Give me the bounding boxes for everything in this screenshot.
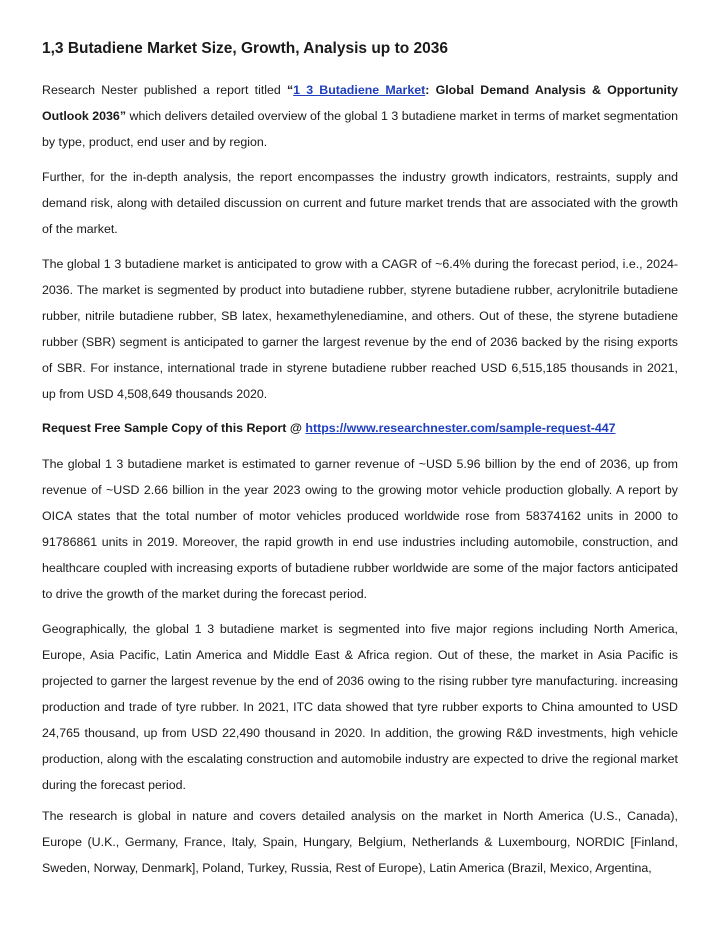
- sample-request-label: Request Free Sample Copy of this Report @: [42, 421, 306, 435]
- revenue-paragraph: The global 1 3 butadiene market is estimated to garner revenue of ~USD 5.96 billion by the end of 2036, up from revenue of ~USD 2.66 billion in the year 2023 owing to the growing motor vehicle production globally. A report by OICA states that the total number of motor vehicles produced worldwide rose from 58374162 units in 2000 to 91786861 units in 2019. Moreover, the rapid growth in end use industries including automobile, construction, and healthcare coupled with increasing exports of butadiene rubber worldwide are some of the major factors anticipated to drive the growth of the market during the forecast period.: [42, 457, 678, 601]
- report-title-link[interactable]: 1 3 Butadiene Market: [293, 83, 426, 97]
- cagr-paragraph: The global 1 3 butadiene market is anticipated to grow with a CAGR of ~6.4% during the forecast period, i.e., 2024-2036. The market is segmented by product into butadiene rubber, styrene butadiene rubber, acrylonitrile butadiene rubber, nitrile butadiene rubber, SB latex, hexamethylenediamine, and others. Out of these, the styrene butadiene rubber (SBR) segment is anticipated to garner the largest revenue by the end of 2036 backed by the rising exports of SBR. For instance, international trade in styrene butadiene rubber reached USD 6,515,185 thousands in 2021, up from USD 4,508,649 thousands 2020.: [42, 257, 678, 401]
- report-title-tail: : Global Demand Analysis & Opportunity Outlook 2036”: [42, 83, 678, 123]
- sample-request-line: [42, 415, 678, 441]
- intro-rest: which delivers detailed overview of the global 1 3 butadiene market in terms of market segmentation by type, product, end user and by region.: [42, 109, 678, 149]
- intro-paragraph: [42, 77, 678, 155]
- sample-request-link[interactable]: https://www.researchnester.com/sample-request-447: [305, 421, 616, 435]
- report-title-open-quote: “: [286, 83, 294, 97]
- analysis-paragraph: Further, for the in-depth analysis, the report encompasses the industry growth indicators, restraints, supply and demand risk, along with detailed discussion on current and future market trends that are associated with the growth of the market.: [42, 170, 678, 236]
- page-title: 1,3 Butadiene Market Size, Growth, Analysis up to 2036: [42, 40, 448, 57]
- coverage-paragraph: The research is global in nature and covers detailed analysis on the market in North America (U.S., Canada), Europe (U.K., Germany, France, Italy, Spain, Hungary, Belgium, Netherlands & Luxembourg, NORDIC [Finland, Sweden, Norway, Denmark], Poland, Turkey, Russia, Rest of Europe), Latin America (Brazil, Mexico, Argentina,: [42, 809, 678, 875]
- regional-paragraph: Geographically, the global 1 3 butadiene market is segmented into five major regions including North America, Europe, Asia Pacific, Latin America and Middle East & Africa region. Out of these, the market in Asia Pacific is projected to garner the largest revenue by the end of 2036 owing to the rising rubber tyre manufacturing. increasing production and trade of tyre rubber. In 2021, ITC data showed that tyre rubber exports to China amounted to USD 24,765 thousand, up from USD 22,490 thousand in 2020. In addition, the growing R&D investments, high vehicle production, along with the escalating construction and automobile industry are expected to drive the regional market during the forecast period.: [42, 622, 678, 792]
- intro-lead: Research Nester published a report titled: [42, 83, 287, 97]
